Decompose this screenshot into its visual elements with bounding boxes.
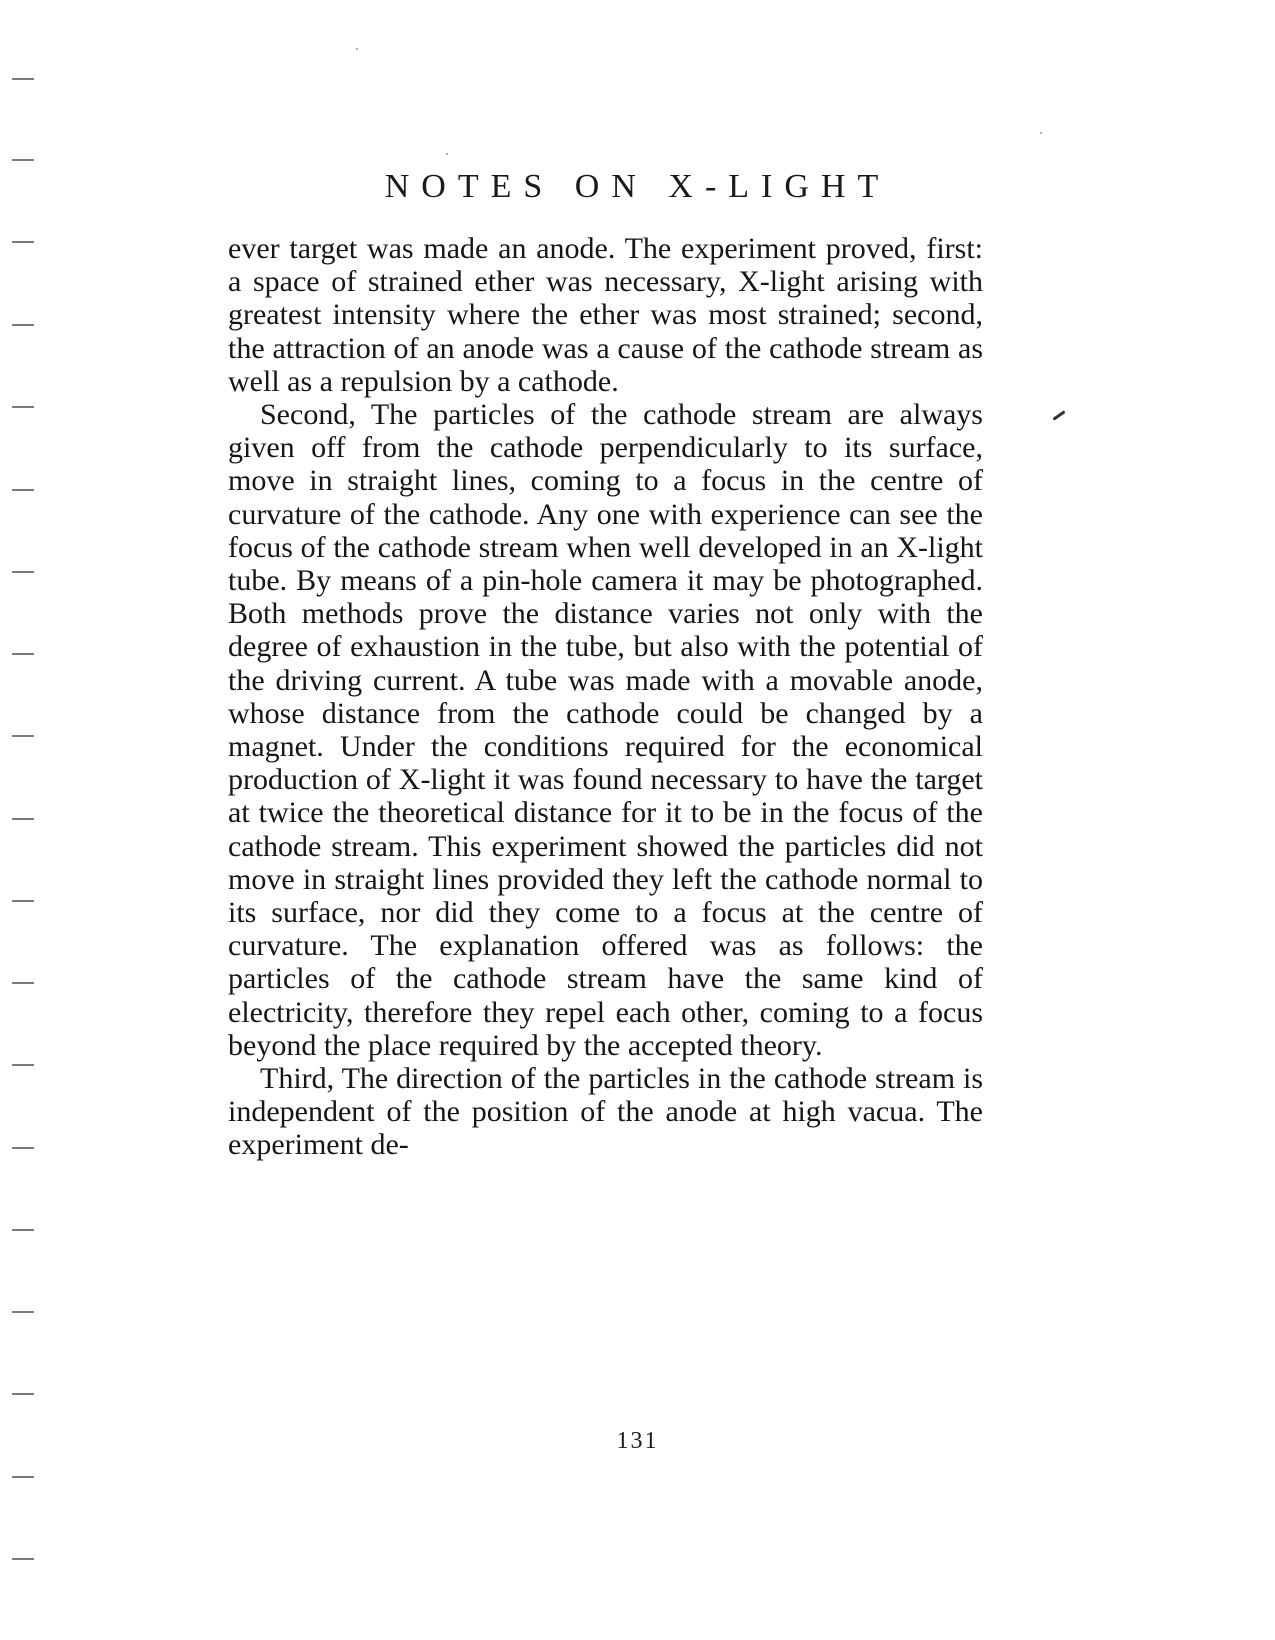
edge-mark: [12, 324, 34, 326]
binding-edge-marks: [12, 0, 36, 1640]
paragraph: Third, The direction of the particles in the cathode stream is independent of the position of the anode at high vacua. The experiment de-: [228, 1062, 983, 1162]
edge-mark: [12, 735, 34, 737]
edge-mark: [12, 78, 34, 80]
paper-speck: [446, 153, 448, 155]
edge-mark: [12, 406, 34, 408]
edge-mark: [12, 1229, 34, 1231]
edge-mark: [12, 1147, 34, 1149]
paper-speck: [356, 48, 358, 50]
edge-mark: [12, 818, 34, 820]
stray-pen-mark: [1052, 410, 1065, 420]
edge-mark: [12, 1476, 34, 1478]
paper-speck: [1040, 132, 1042, 134]
edge-mark: [12, 982, 34, 984]
page-number: 131: [616, 1428, 659, 1454]
edge-mark: [12, 1393, 34, 1395]
edge-mark: [12, 489, 34, 491]
paragraph: Second, The particles of the cathode stream are always given off from the cathode perpendicularly to its surface, move in straight lines, coming to a focus in the centre of curvature of the cathode. Any one with experience can see the focus of the cathode stream when well developed in an X-light tube. By means of a pin-hole camera it may be photographed. Both methods prove the distance varies not only with the degree of exhaustion in the tube, but also with the potential of the driving current. A tube was made with a movable anode, whose distance from the cathode could be changed by a magnet. Under the conditions required for the economical production of X-light it was found necessary to have the target at twice the theoretical distance for it to be in the focus of the cathode stream. This experiment showed the particles did not move in straight lines provided they left the cathode normal to its surface, nor did they come to a focus at the centre of curvature. The explanation offered was as follows: the particles of the cathode stream have the same kind of electricity, therefore they repel each other, coming to a focus beyond the place required by the accepted theory.: [228, 398, 983, 1062]
edge-mark: [12, 159, 34, 161]
edge-mark: [12, 1064, 34, 1066]
edge-mark: [12, 900, 34, 902]
paragraph: ever target was made an anode. The experiment proved, first: a space of strained ether was necessary, X-light arising with greatest intensity where the ether was most strained; second, the attraction of an anode was a cause of the cathode stream as well as a repulsion by a cathode.: [228, 232, 983, 398]
running-head: NOTES ON X-LIGHT: [384, 168, 891, 205]
edge-mark: [12, 1311, 34, 1313]
body-text: [228, 232, 983, 1162]
edge-mark: [12, 241, 34, 243]
edge-mark: [12, 653, 34, 655]
edge-mark: [12, 571, 34, 573]
edge-mark: [12, 1558, 34, 1560]
